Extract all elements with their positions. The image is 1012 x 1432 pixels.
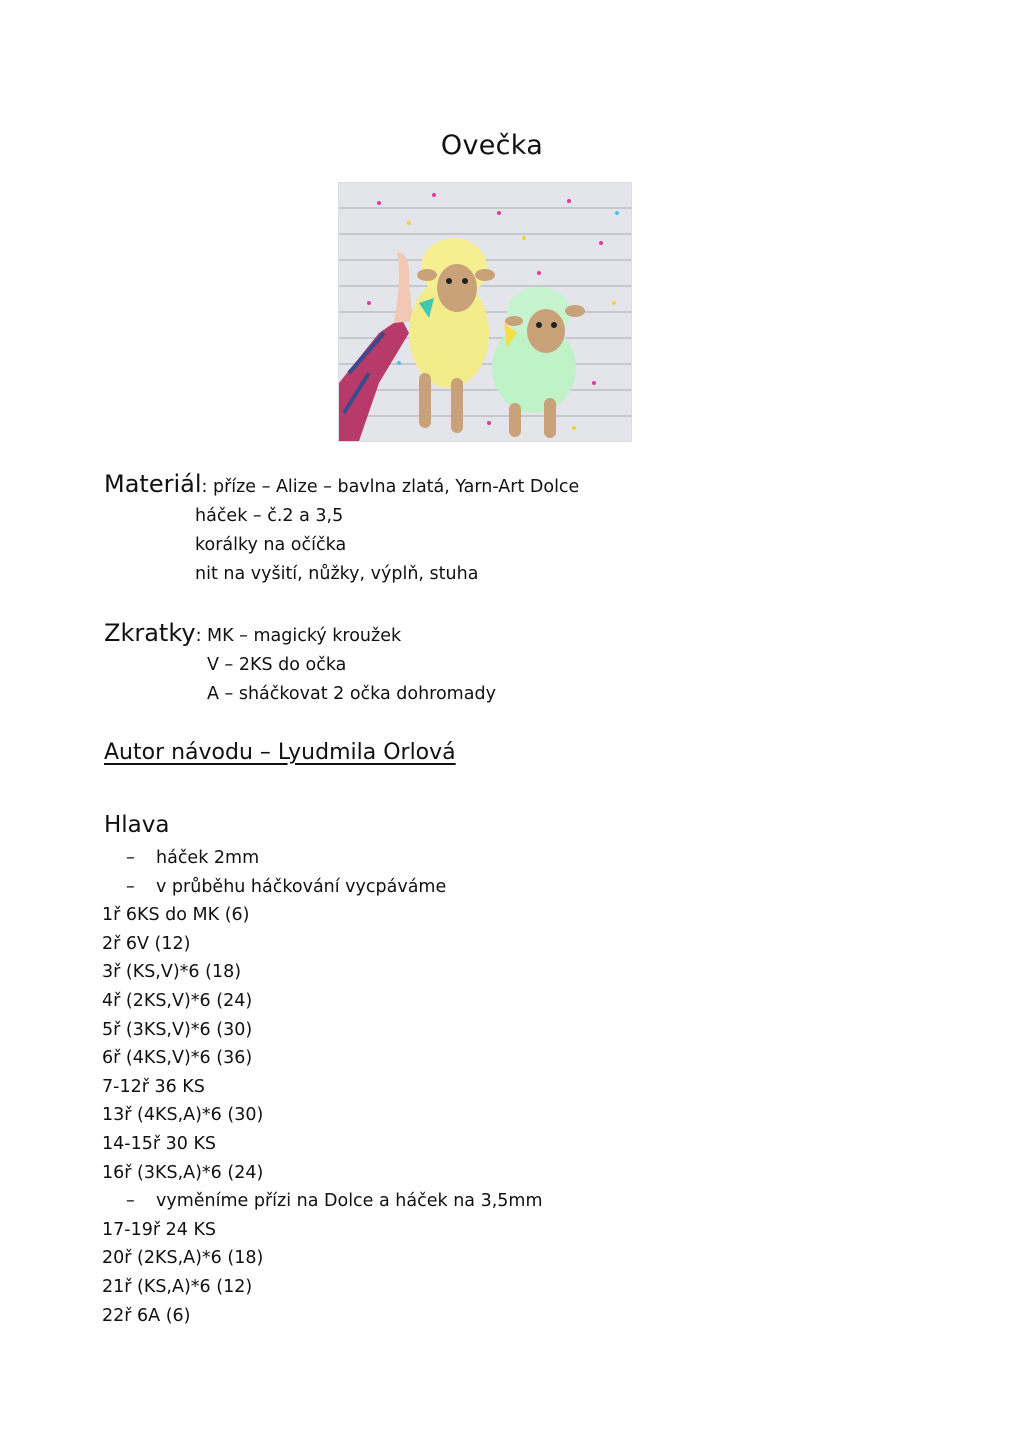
sheep-photo	[338, 182, 632, 442]
list-item: – háček 2mm	[126, 848, 260, 868]
row-instruction: 17-19ř 24 KS	[102, 1219, 217, 1240]
sheep-photo-illustration	[339, 183, 631, 441]
list-item: – vyměníme přízi na Dolce a háček na 3,5mm	[126, 1191, 543, 1212]
material-label: Materiál	[104, 470, 202, 498]
abbreviations-label: Zkratky	[104, 619, 196, 647]
row-instruction: 16ř (3KS,A)*6 (24)	[102, 1162, 264, 1183]
row-instruction: 22ř 6A (6)	[102, 1305, 191, 1326]
author-line: Autor návodu – Lyudmila Orlová	[104, 740, 456, 765]
abbreviation-line: V – 2KS do očka	[207, 655, 347, 675]
material-line: nit na vyšití, nůžky, výplň, stuha	[195, 564, 479, 584]
row-instruction: 13ř (4KS,A)*6 (30)	[102, 1105, 264, 1126]
row-instruction: 1ř 6KS do MK (6)	[102, 905, 250, 926]
page-title: Ovečka	[440, 130, 544, 161]
hlava-instructions	[102, 844, 543, 1330]
abbreviations-first-line: : MK – magický kroužek	[195, 626, 402, 646]
material-line: háček – č.2 a 3,5	[195, 506, 344, 526]
row-instruction: 3ř (KS,V)*6 (18)	[102, 962, 242, 983]
material-section	[104, 470, 579, 589]
row-instruction: 2ř 6V (12)	[102, 933, 191, 954]
row-instruction: 5ř (3KS,V)*6 (30)	[102, 1019, 253, 1040]
row-instruction: 14-15ř 30 KS	[102, 1133, 217, 1154]
material-first-line: : příze – Alize – bavlna zlatá, Yarn-Art Dolce	[201, 477, 580, 497]
row-instruction: 4ř (2KS,V)*6 (24)	[102, 990, 253, 1011]
material-line: korálky na očíčka	[195, 535, 347, 555]
row-instruction: 20ř (2KS,A)*6 (18)	[102, 1248, 264, 1269]
abbreviations-section	[104, 619, 496, 709]
abbreviation-line: A – sháčkovat 2 očka dohromady	[207, 684, 496, 704]
row-instruction: 7-12ř 36 KS	[102, 1076, 205, 1097]
row-instruction: 6ř (4KS,V)*6 (36)	[102, 1048, 253, 1069]
list-item: – v průběhu háčkování vycpáváme	[126, 876, 447, 897]
section-heading-hlava: Hlava	[104, 812, 170, 838]
row-instruction: 21ř (KS,A)*6 (12)	[102, 1276, 253, 1297]
